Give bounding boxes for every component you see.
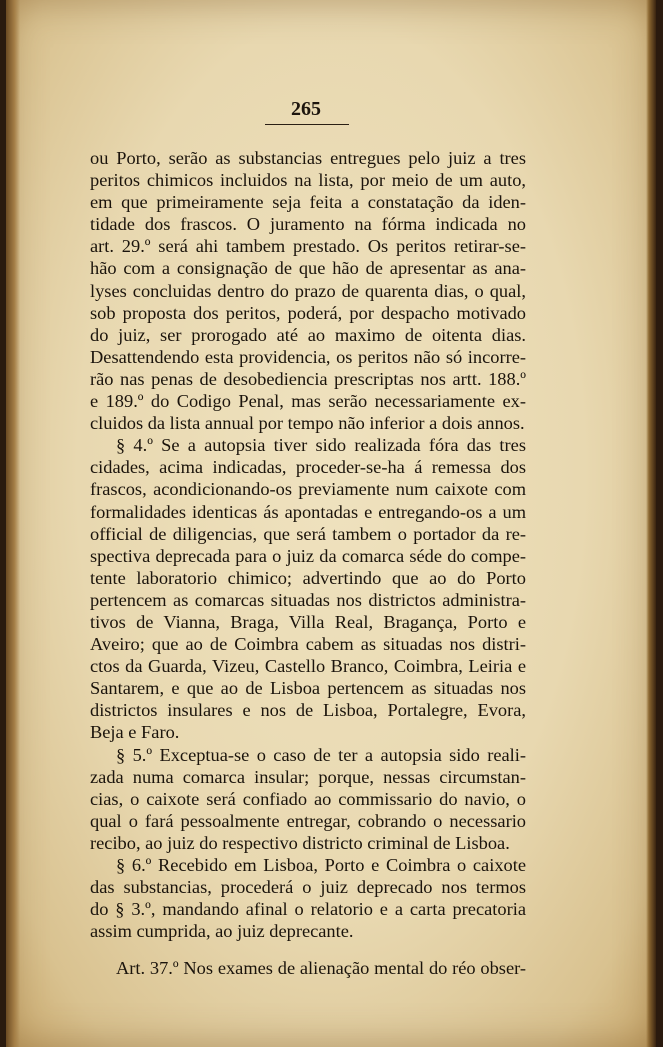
text-line: tivos de Vianna, Braga, Villa Real, Bragança, Porto e: [90, 611, 526, 632]
text-line: tidade dos frascos. O juramento na fórma indicada no: [90, 214, 526, 235]
text-line: Desattendendo esta providencia, os peritos não só incorre-: [90, 346, 526, 367]
text-line: em que primeiramente seja feita a constatação da iden-: [90, 192, 526, 213]
text-line: ou Porto, serão as substancias entregues pelo juiz a tres: [90, 148, 526, 168]
text-line: do § 3.º, mandando afinal o relatorio e a carta precatoria: [90, 899, 526, 920]
text-line: districtos insulares e nos de Lisboa, Portalegre, Evora,: [90, 700, 526, 721]
text-line: cidades, acima indicadas, proceder-se-ha á remessa dos: [90, 457, 526, 478]
text-line: spectiva deprecada para o juiz da comarca séde do compe-: [90, 545, 526, 566]
text-line: art. 29.º será ahi tambem prestado. Os peritos retirar-se-: [90, 236, 526, 257]
text-line: Aveiro; que ao de Coimbra cabem as situadas nos distri-: [90, 634, 526, 655]
text-line: zada numa comarca insular; porque, nessas circumstan-: [90, 766, 526, 787]
paragraph-first-line: § 5.º Exceptua-se o caso de ter a autopsia sido reali-: [116, 744, 526, 765]
text-line: official de diligencias, que será tambem o portador da re-: [90, 523, 526, 544]
text-line: Santarem, e que ao de Lisboa pertencem as situadas nos: [90, 678, 526, 699]
header-rule: [265, 124, 349, 125]
text-line: rão nas penas de desobediencia prescriptas nos artt. 188.º: [90, 368, 526, 389]
paragraph-first-line: § 6.º Recebido em Lisboa, Porto e Coimbra o caixote: [116, 855, 526, 875]
text-line: recibo, ao juiz do respectivo districto criminal de Lisboa.: [90, 832, 510, 853]
paragraph-first-line: Art. 37.º Nos exames de alienação mental do réo obser-: [116, 958, 526, 979]
book-page: [6, 0, 656, 1047]
text-line: assim cumprida, ao juiz deprecante.: [90, 921, 354, 942]
page-left-edge: [6, 0, 20, 1047]
page-number: 265: [291, 98, 321, 120]
text-line: ctos da Guarda, Vizeu, Castello Branco, Coimbra, Leiria e: [90, 656, 526, 677]
text-line: frascos, acondicionando-os previamente num caixote com: [90, 479, 526, 500]
text-line: das substancias, procederá o juiz deprecado nos termos: [90, 877, 526, 898]
text-line: lyses concluidas dentro do prazo de quarenta dias, o qual,: [90, 280, 526, 301]
text-line: peritos chimicos incluidos na lista, por meio de um auto,: [90, 170, 526, 191]
text-line: tente laboratorio chimico; advertindo que ao do Porto: [90, 567, 526, 588]
text-line: hão com a consignação de que hão de apresentar as ana-: [90, 258, 526, 279]
text-line: cluidos da lista annual por tempo não inferior a dois annos.: [90, 413, 525, 434]
text-line: cias, o caixote será confiado ao commissario do navio, o: [90, 788, 526, 809]
paragraph-gap: [90, 942, 526, 957]
text-line: e 189.º do Codigo Penal, mas serão necessariamente ex-: [90, 391, 526, 412]
paragraph-first-line: § 4.º Se a autopsia tiver sido realizada fóra das tres: [116, 435, 526, 456]
text-line: do juiz, ser prorogado até ao maximo de oitenta dias.: [90, 324, 526, 345]
text-line: sob proposta dos peritos, poderá, por despacho motivado: [90, 302, 526, 323]
page-right-edge: [646, 0, 656, 1047]
text-line: pertencem as comarcas situadas nos districtos administra-: [90, 589, 526, 610]
text-line: Beja e Faro.: [90, 722, 180, 743]
text-line: formalidades identicas ás apontadas e entregando-os a um: [90, 501, 526, 522]
body-text: [90, 147, 526, 979]
text-line: qual o fará pessoalmente entregar, cobrando o necessario: [90, 810, 526, 831]
